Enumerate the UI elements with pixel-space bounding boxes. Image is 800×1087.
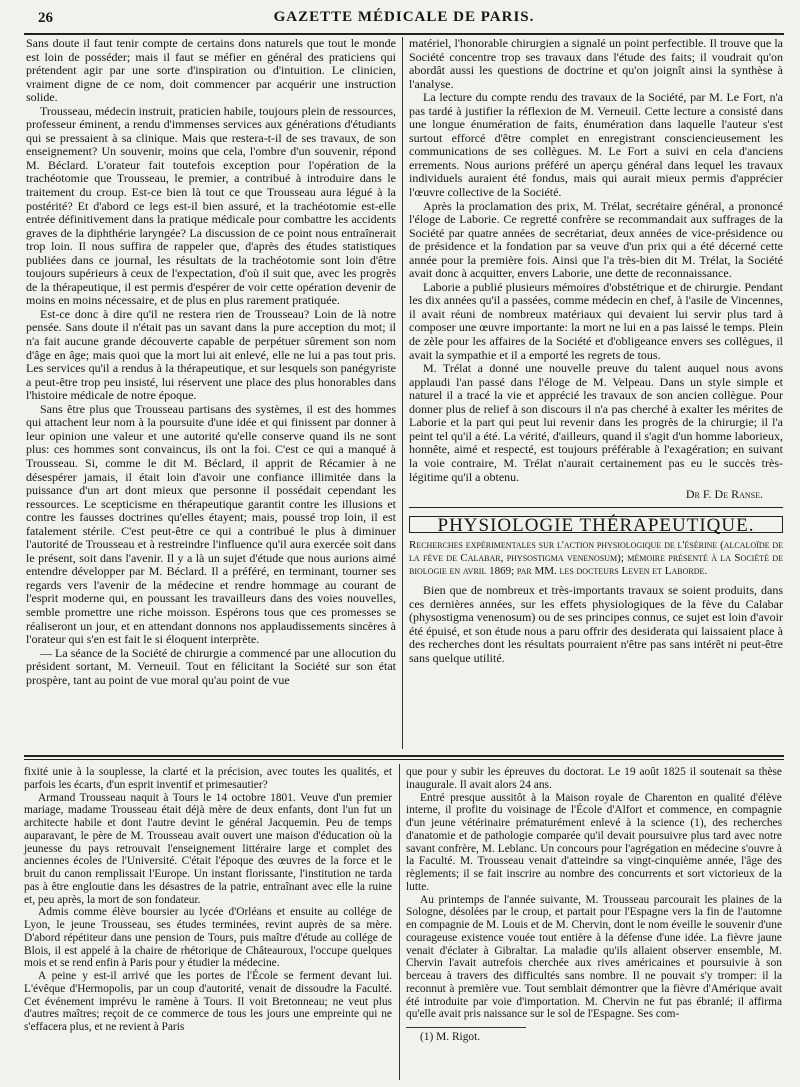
paragraph: M. Trélat a donné une nouvelle preuve du talent auquel nous avons applaudi l'an passé dans l'éloge de M. Velpeau. Dans un style simple et naturel il a tracé la vie et apprécié les travaux de son ancien collègue. Pour donner plus de relief à son discours il n'a pas cherché à exalter les mérites de Laborie et la part qui peut lui revenir dans les progrès de la chirurgie; il l'a peint tel qu'il a été. La vérité, d'ailleurs, quand il s'agit d'un homme laborieux, honnête, aimé et respecté, est toujours préférable à l'exagération; en suivant la voie contraire, M. Trélat n'aurait certainement pas eu le succès très-légitime qu'il a obtenu. xyxy=(409,361,783,484)
section-heading-box xyxy=(409,516,783,534)
feuilleton-right-column xyxy=(406,766,782,1044)
author-signature: Dr F. De Ranse. xyxy=(685,487,763,502)
paragraph: Armand Trousseau naquit à Tours le 14 octobre 1801. Veuve d'un premier mariage, madame Trousseau était déjà mère de deux enfants, dont l'un fut un architecte habile et dont l'autre devint le général Jacquemin. Peu de temps auparavant, le père de M. Trousseau avait ouvert une maison d'éducation où la jeunesse du pays retrouvait l'enseignement littéraire large et complet des anciennes écoles de l'Université. C'était l'époque des œuvres de la force et le bruit du canon remplissait l'Europe. Un instant florissante, l'institution ne tarda pas à être engloutie dans les désastres de la patrie, entraînant avec elle la ruine et, peu après, la mort de son fondateur. xyxy=(24,791,392,906)
right-column xyxy=(409,37,783,665)
paragraph: que pour y subir les épreuves du doctorat. Le 19 août 1825 il soutenait sa thèse inaugurale. Il avait alors 24 ans. xyxy=(406,766,782,791)
feuilleton-column-divider xyxy=(399,764,400,1080)
paragraph: Est-ce donc à dire qu'il ne restera rien de Trousseau? Loin de là notre pensée. Sans doute il n'était pas un savant dans la pure acception du mot; il n'a fait aucune grande découverte capable de perpétuer sûrement son nom d'âge en âge; mais quoi que la mort lui ait enlevé, elle ne lui a pas tout pris. Les services qu'il a rendus à la thérapeutique, et sur lesquels son panégyriste a peut-être trop peu insisté, lui réservent une place des plus honorables dans l'histoire médicale de notre époque. xyxy=(26,306,396,403)
column-divider xyxy=(402,37,403,749)
paragraph: Entré presque aussitôt à la Maison royale de Charenton en qualité d'élève interne, il profite du voisinage de l'École d'Alfort et commence, en compagnie d'un jeune vétérinaire prématurément enlevé à la science (1), des recherches d'anatomie et de pathologie comparée qu'il devait poursuivre plus tard avec notre savant confrère, M. Leblanc. Un concours pour l'agrégation en médecine s'ouvre à la Faculté. M. Trousseau venait d'atteindre sa vingt-cinquième année, l'âge des règlements; il se fait inscrire au nombre des concurrents et sort victorieux de la lutte. xyxy=(406,791,782,893)
paragraph: La lecture du compte rendu des travaux de la Société, par M. Le Fort, n'a pas tardé à justifier la réflexion de M. Verneuil. Cette lecture a consisté dans une longue énumération de faits, énumération dans laquelle l'auteur s'est surtout efforcé d'être complet en enregistrant consciencieusement les communications de ses collègues. M. Le Fort a suivi en cela d'anciens errements. Nous aurions préféré un aperçu général dans lequel les travaux individuels auraient été fondus, mais qui aurait mieux permis d'apprécier l'œuvre collective de la Société. xyxy=(409,90,783,200)
page-number: 26 xyxy=(38,10,53,26)
feuilleton-rule xyxy=(24,755,784,757)
article-heading xyxy=(409,539,783,578)
paragraph: Sans doute il faut tenir compte de certains dons naturels que tout le monde est loin de posséder; mais il faut se méfier en général des praticiens qui prétendent agir par une sorte d'inspiration ou d'intuition. Le clinicien, vraiment digne de ce nom, doit commencer par acquérir une instruction solide. xyxy=(26,36,396,105)
paragraph: Laborie a publié plusieurs mémoires d'obstétrique et de chirurgie. Pendant les dix années qu'il a passées, comme médecin en chef, à l'asile de Vincennes, il avait réuni de nombreux matériaux qui devaient lui servir plus tard à composer une œuvre importante: la mort ne lui en a pas laissé le temps. Plein de zèle pour les affaires de la Société et d'obligeance envers ses collègues, il avait la sympathie et il a emporté les regrets de tous. xyxy=(409,279,783,362)
footnote: (1) M. Rigot. xyxy=(420,1031,481,1043)
paragraph: fixité unie à la souplesse, la clarté et la précision, avec toutes les qualités, et parfois les écarts, d'un esprit inventif et primesautier? xyxy=(24,766,392,791)
section-rule xyxy=(409,507,783,508)
left-column xyxy=(26,37,396,687)
paragraph: Admis comme élève boursier au lycée d'Orléans et ensuite au collége de Lyon, le jeune Trousseau, ses études terminées, revint auprès de sa mère. D'abord répétiteur dans une pension de Tours, puis maître d'étude au collége de Blois, il est appelé à la chaire de rhétorique de Châteauroux, l'occupe quelques mois et se rend enfin à Paris pour y étudier la médecine. xyxy=(24,906,392,970)
paragraph: Sans être plus que Trousseau partisans des systèmes, il est des hommes qui attachent leur nom à la poursuite d'une idée et qui finissent par donner à leur opinion une valeur et une autorité qu'elle conserve quand ils ne sont plus: ces hommes sont convaincus, ils ont la foi. C'est ce qui a manqué à Trousseau. Si, comme le dit M. Béclard, il apprit de Récamier à ne désespérer jamais, il était loin d'avoir une confiance illimitée dans la puissance d'un art dont mieux que personne il possédait cependant les ressources. Le scepticisme en thérapeutique garantit contre les illusions et contre les fausses doctrines qu'elles étayent; mais, poussé trop loin, il est fatalement stérile. C'est peut-être ce qui a contribué le plus à diminuer l'autorité de Trousseau et à restreindre l'influence qu'il aura exercée soit dans le présent, soit dans l'avenir. Il y a là un sujet d'étude que nous aurions aimé entendre développer par M. Béclard. Il a préféré, en terminant, tourner ses regards vers l'avenir de la médecine et rendre hommage au courant de l'esprit moderne qui, en poussant les travailleurs dans des voies nouvelles, semble promettre une riche moisson. Espérons tous que ces promesses se réaliseront un jour, et en attendant donnons nos applaudissements sincères à l'orateur qui s'en est fait le si éloquent interprète. xyxy=(26,401,396,647)
article-body: Bien que de nombreux et très-importants travaux se soient produits, dans ces dernières années, sur les effets physiologiques de la fève du Calabar (physostigma venenosum) ou de ses principes connus, ce sujet est loin d'avoir été épuisé, et son étude nous a paru offrir des desiderata qui laissaient place à des recherches dont les résultats pourraient n'être pas sans intérêt ni peut-être sans quelque utilité. xyxy=(409,583,783,665)
footnote-rule xyxy=(406,1027,526,1028)
paragraph: A peine y est-il arrivé que les portes de l'École se ferment devant lui. L'évêque d'Hermopolis, par un coup d'autorité, venait de dissoudre la Faculté. Cet événement imprévu le ramène à Tours. Il voit Bretonneau; ne veut plus d'autres maîtres; reçoit de ce commerce de tous les jours une empreinte qui ne s'effacera plus, et ne revient à Paris xyxy=(24,970,392,1033)
article-heading-text: Recherches expérimentales sur l'action physiologique de l'ésérine (alcaloïde de la fève de Calabar, physostigma venenosum); mémoire présenté à la Société de biologie en avril 1869; par MM. les docteurs Leven et Laborde. xyxy=(409,539,783,578)
page-header xyxy=(24,6,784,32)
header-rule xyxy=(24,33,784,35)
journal-title: GAZETTE MÉDICALE DE PARIS. xyxy=(273,9,535,25)
paragraph: matériel, l'honorable chirurgien a signalé un point perfectible. Il trouve que la Société concentre trop ses travaux dans l'étude des faits; il voudrait qu'on abordât aussi les questions de doctrine et qu'on joignît ainsi la synthèse à l'analyse. xyxy=(409,36,783,91)
paragraph: Trousseau, médecin instruit, praticien habile, toujours plein de ressources, professeur éminent, a rendu d'immenses services aux générations d'étudiants qui se pressaient à sa clinique. Mais que restera-t-il de ses travaux, de son enseignement? Un souvenir, moins que cela, l'ombre d'un souvenir, répond M. Béclard. L'orateur fait toutefois exception pour l'opération de la trachéotomie que Trousseau, le premier, a contribué à introduire dans le traitement du croup. Est-ce bien là tout ce que Trousseau aura légué à la postérité? Et d'abord ce legs est-il bien assuré, et la trachéotomie est-elle entrée définitivement dans la pratique médicale pour combattre les accidents graves de la diphthérie laryngée? La discussion de ce point nous entraînerait trop loin. Il nous suffira de rappeler que, d'après des études statistiques publiées dans ce journal, les résultats de la trachéotomie sont loin d'être toujours supérieurs à ceux de l'expectation, d'où il suit que, avec les progrès de la thérapeutique, il est permis d'espérer de voir cette opération devenir de moins en moins nécessaire, et de plus en plus rarement pratiquée. xyxy=(26,103,396,308)
paragraph: — La séance de la Société de chirurgie a commencé par une allocution du président sortant, M. Verneuil. Tout en félicitant la Société sur son état prospère, tant au point de vue moral qu'au point de vue xyxy=(26,645,396,687)
paragraph: Après la proclamation des prix, M. Trélat, secrétaire général, a prononcé l'éloge de Laborie. Ce regretté confrère se recommandait aux suffrages de la Société par quatre années de secrétariat, deux années de vice-présidence ou de présidence et la fondation par sa veuve d'un prix qui a été décerné cette année pour la première fois. Ainsi que l'a très-bien dit M. Trélat, la Société avait donc à acquitter, envers Laborie, une dette de reconnaissance. xyxy=(409,198,783,281)
section-title: PHYSIOLOGIE THÉRAPEUTIQUE. xyxy=(437,514,755,536)
paragraph: Au printemps de l'année suivante, M. Trousseau parcourait les plaines de la Sologne, désolées par le croup, et partait pour l'Espagne vers la fin de l'automne en compagnie de M. Louis et de M. Chervin, dont le nom éveille le souvenir d'une courageuse existence vouée tout entière à la défense d'une idée. La fièvre jaune venait d'éclater à Gibraltar. La maladie qu'ils allaient observer ensemble, M. Chervin l'avait autrefois cherchée aux rives américaines et poursuivie à son berceau à travers des difficultés sans nombre. Il ne pouvait s'y tromper: il la reconnut à première vue. Tout semblait démontrer que la fièvre d'Amérique avait été introduite par voie d'importation. M. Chervin ne fut pas ébranlé; il affirma qu'elle avait pris naissance sur le sol de l'Espagne. Ses com- xyxy=(406,893,782,1021)
feuilleton-left-column xyxy=(24,766,392,1034)
feuilleton-rule-thin xyxy=(24,759,784,760)
